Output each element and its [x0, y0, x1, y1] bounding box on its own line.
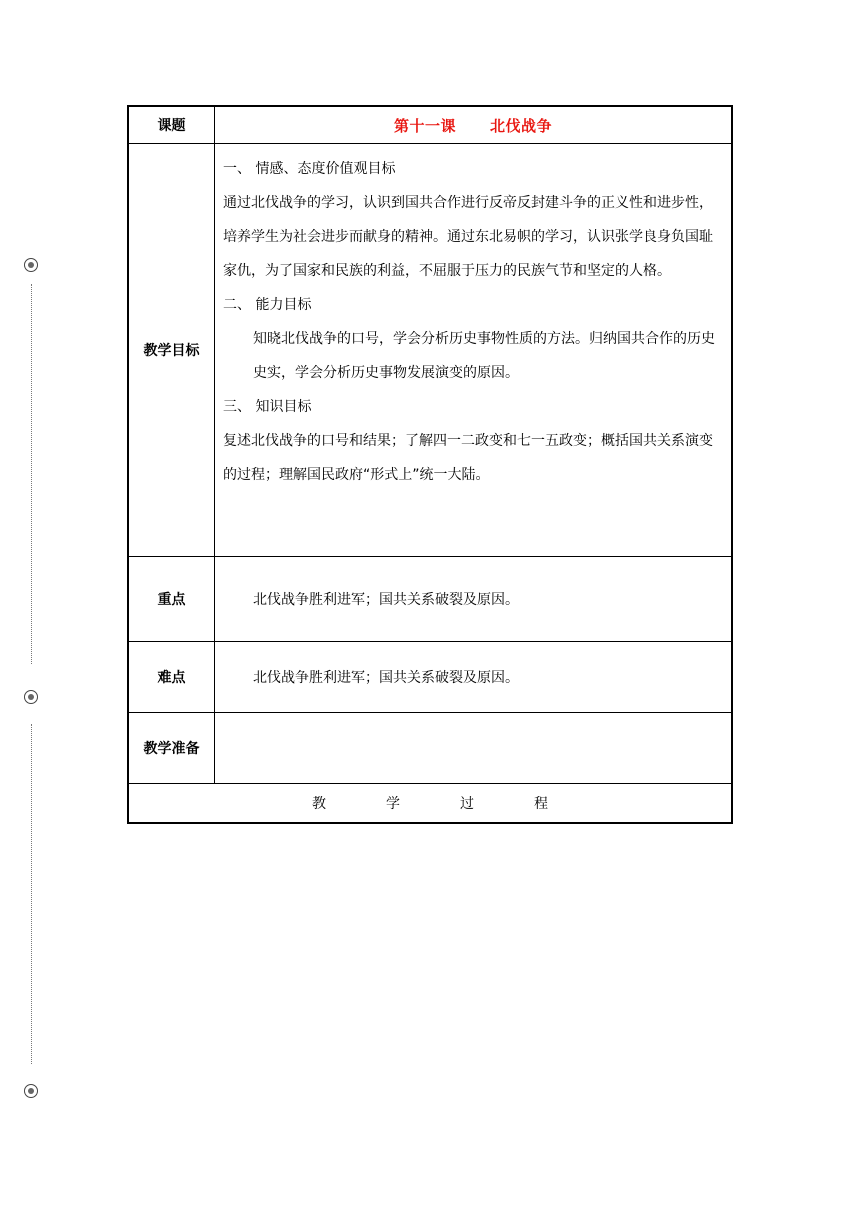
binding-dotted-line [31, 284, 32, 664]
process-char: 过 [460, 796, 474, 812]
binding-hole-mark [24, 1084, 38, 1098]
process-row [128, 784, 732, 824]
goals-section-heading: 三、 知识目标 [223, 399, 312, 415]
goals-section-text: 知晓北伐战争的口号，学会分析历史事物性质的方法。归纳国共合作的历史史实，学会分析历史事物发展演变的原因。 [253, 331, 715, 381]
goals-section-heading: 二、 能力目标 [223, 297, 312, 313]
binding-dotted-line [31, 724, 32, 1064]
goals-row [128, 144, 732, 557]
lesson-number: 第十一课 [393, 116, 456, 135]
goals-content [215, 144, 733, 557]
binding-hole-mark [24, 258, 38, 272]
process-char: 程 [534, 796, 548, 812]
goals-section-text: 复述北伐战争的口号和结果；了解四一二政变和七一五政变；概括国共关系演变的过程；理解国民政府“形式上”统一大陆。 [223, 433, 713, 483]
goals-section-text: 通过北伐战争的学习，认识到国共合作进行反帝反封建斗争的正义性和进步性，培养学生为社会进步而献身的精神。通过东北易帜的学习，认识张学良身负国耻家仇，为了国家和民族的利益，不屈服于压力的民族气节和坚定的人格。 [223, 195, 713, 279]
preparation-row [128, 713, 732, 784]
binding-hole-mark [24, 690, 38, 704]
key-points-text: 北伐战争胜利进军；国共关系破裂及原因。 [215, 557, 733, 642]
preparation-label: 教学准备 [128, 713, 215, 784]
preparation-text [215, 713, 733, 784]
binding-margin [24, 258, 42, 1108]
lesson-title [215, 106, 733, 144]
lesson-name: 北伐战争 [490, 116, 553, 135]
goals-section-heading: 一、 情感、态度价值观目标 [223, 161, 396, 177]
difficulties-label: 难点 [128, 642, 215, 713]
header-label: 课题 [128, 106, 215, 144]
difficulties-text: 北伐战争胜利进军；国共关系破裂及原因。 [215, 642, 733, 713]
key-points-row [128, 557, 732, 642]
process-char: 学 [386, 796, 400, 812]
difficulties-row [128, 642, 732, 713]
goals-label: 教学目标 [128, 144, 215, 557]
key-points-label: 重点 [128, 557, 215, 642]
process-char: 教 [312, 796, 326, 812]
lesson-plan-table [127, 105, 733, 824]
title-row [128, 106, 732, 144]
process-heading [128, 784, 732, 824]
